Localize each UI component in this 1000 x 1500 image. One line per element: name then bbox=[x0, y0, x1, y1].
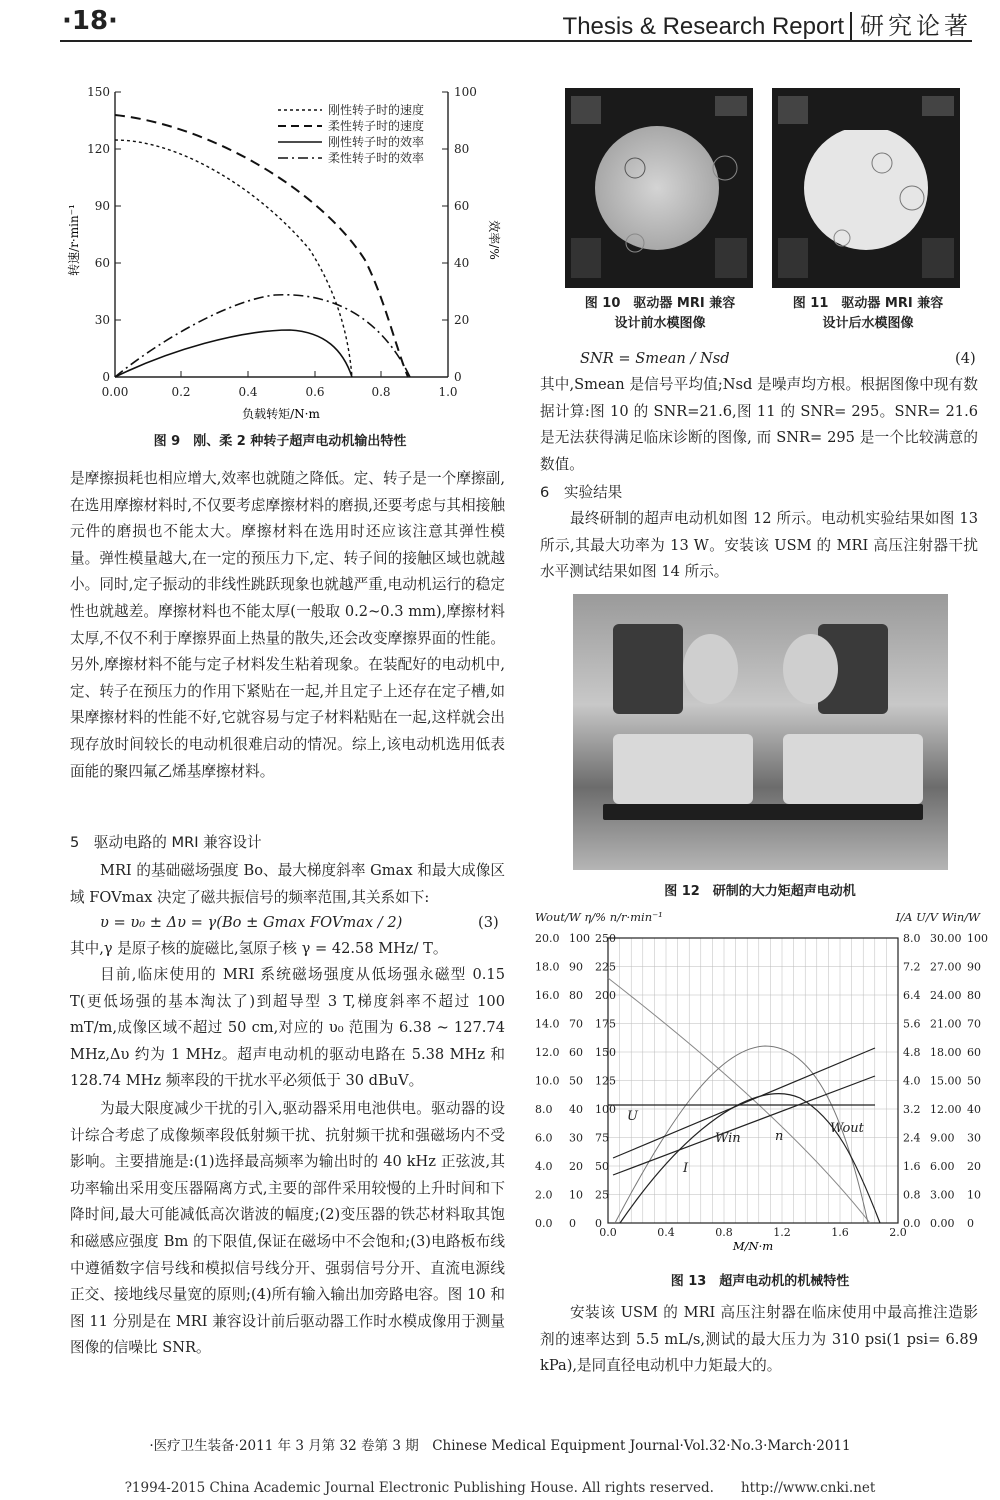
fig13-right-tick: 3.00 bbox=[930, 1188, 955, 1202]
fig9-xlabel: 负载转矩/N·m bbox=[242, 407, 320, 421]
fig13-right-tick: 12.00 bbox=[930, 1103, 962, 1116]
section-5-heading: 5 驱动电路的 MRI 兼容设计 bbox=[70, 834, 262, 851]
fig13-x-tick: 1.6 bbox=[831, 1226, 849, 1239]
fig10-mri-image bbox=[565, 88, 753, 288]
fig13-right-tick: 18.00 bbox=[930, 1046, 962, 1059]
fig13-left-tick: 0 bbox=[595, 1217, 602, 1230]
motor-left-body bbox=[613, 734, 753, 804]
fig12-motor-photo bbox=[573, 594, 948, 870]
fig9-legend-item: 柔性转子时的效率 bbox=[328, 151, 425, 165]
motor-right-label bbox=[783, 634, 838, 704]
fig13-right-tick: 90 bbox=[967, 960, 981, 974]
fig13-curve-wout bbox=[620, 1094, 880, 1223]
fig11-caption bbox=[768, 294, 968, 334]
fig13-caption: 图 13 超声电动机的机械特性 bbox=[670, 1274, 850, 1289]
fig13-right-tick: 3.2 bbox=[903, 1103, 921, 1116]
fig13-right-tick: 1.6 bbox=[903, 1160, 921, 1173]
fig13-right-tick: 80 bbox=[967, 989, 981, 1002]
fig13-left-tick: 0 bbox=[569, 1217, 576, 1230]
fig13-left-tick: 70 bbox=[569, 1017, 583, 1031]
fig13-x-tick: 0.8 bbox=[715, 1226, 733, 1239]
fig13-left-tick: 200 bbox=[595, 989, 616, 1002]
fig13-left-tick: 25 bbox=[595, 1188, 609, 1202]
fig13-chart-container bbox=[535, 910, 988, 1260]
fig13-left-tick: 6.0 bbox=[535, 1131, 553, 1145]
fig13-right-tick: 0 bbox=[967, 1217, 974, 1230]
fig13-right-tick: 8.0 bbox=[903, 932, 921, 945]
fig13-right-tick: 9.00 bbox=[930, 1131, 955, 1145]
fig13-left-tick: 20.0 bbox=[535, 932, 560, 945]
fig13-chart bbox=[535, 928, 988, 1258]
fig13-x-tick: 0.4 bbox=[657, 1226, 675, 1239]
fig13-left-tick: 30 bbox=[569, 1131, 583, 1145]
fig9-x-tick: 0.4 bbox=[238, 385, 258, 399]
fig13-left-tick: 225 bbox=[595, 960, 616, 974]
mounting-plate bbox=[603, 804, 923, 820]
fig11-caption-line2: 设计后水模图像 bbox=[822, 316, 914, 331]
fig13-right-tick: 30.00 bbox=[930, 932, 962, 945]
fig13-left-tick: 16.0 bbox=[535, 989, 560, 1002]
fig9-chart bbox=[60, 80, 500, 425]
fig13-left-tick: 14.0 bbox=[535, 1017, 560, 1031]
fig9-yright-tick: 100 bbox=[454, 85, 477, 99]
right-para-3: 安装该 USM 的 MRI 高压注射器在临床使用中最高推注造影剂的速率达到 5.5 mL/s,测试的最大压力为 310 psi(1 psi= 6.89 kPa),是同直径电动机中力矩最大的。 bbox=[540, 1304, 978, 1375]
journal-footer: ·医疗卫生装备·2011 年 3 月第 32 卷第 3 期 Chinese Medical Equipment Journal·Vol.32·No.3·March·2011 bbox=[149, 1438, 851, 1454]
fig13-right-tick: 5.6 bbox=[903, 1017, 921, 1031]
journal-header bbox=[563, 6, 972, 41]
fig13-left-header: Wout/W η/% n/r·min⁻¹ bbox=[535, 910, 663, 924]
fig13-label-wout: Wout bbox=[830, 1121, 864, 1136]
fig13-left-tick: 60 bbox=[569, 1046, 583, 1059]
fig9-x-tick: 1.0 bbox=[438, 385, 458, 399]
fig13-x-tick: 1.2 bbox=[773, 1226, 791, 1239]
fig9-legend-item: 柔性转子时的速度 bbox=[328, 119, 425, 133]
fig10-caption bbox=[560, 294, 760, 334]
left-para-1: 是摩擦损耗也相应增大,效率也就随之降低。定、转子是一个摩擦副,在选用摩擦材料时,不仅要考虑摩擦材料的磨损,还要考虑与其相接触元件的磨损也不能太大。摩擦材料在选用时还应该注意其弹性模量。弹性模量越大,在一定的预压力下,定、转子间的接触区域也就越小。同时,定子振动的非线性跳跃现象也就越严重,电动机运行的稳定性也就越差。摩擦材料也不能太厚(一般取 0.2~0.3 mm),摩擦材料太厚,不仅不利于摩擦界面上热量的散失,还会改变摩擦界面的性能。另外,摩擦材料不能与定子材料发生粘着现象。在装配好的电动机中,定、转子在预压力的作用下紧贴在一起,并且定子上还存在定子槽,如果摩擦材料的性能不好,它就容易与定子材料粘贴在一起,这样就会出现存放时间较长的电动机很难启动的情况。综上,该电动机选用低表面能的聚四氟乙烯基摩擦材料。 bbox=[70, 470, 505, 780]
fig9-flexible-efficiency-curve bbox=[115, 295, 410, 377]
fig9-yleft-tick: 90 bbox=[94, 199, 110, 213]
fig13-left-tick: 100 bbox=[569, 932, 590, 945]
fig9-x-tick: 0.00 bbox=[101, 385, 129, 399]
fig13-left-tick: 90 bbox=[569, 960, 583, 974]
motor-right-body bbox=[783, 734, 923, 804]
fig13-label-i: I bbox=[683, 1161, 689, 1176]
header-rule bbox=[60, 40, 972, 42]
left-para-3: 其中,γ 是原子核的旋磁比,氢原子核 γ = 42.58 MHz/ T。 bbox=[70, 940, 448, 957]
fig13-left-tick: 250 bbox=[595, 932, 616, 945]
fig13-left-tick: 50 bbox=[595, 1160, 609, 1173]
fig13-left-tick: 50 bbox=[569, 1074, 583, 1088]
fig13-right-tick: 30 bbox=[967, 1131, 981, 1145]
copyright-line: ?1994-2015 China Academic Journal Electronic Publishing House. All rights reserved. http://www.cnki.net bbox=[124, 1480, 876, 1496]
fig10-caption-line2: 设计前水模图像 bbox=[614, 316, 706, 331]
fig9-yleft-tick: 0 bbox=[102, 370, 110, 384]
fig13-right-tick: 10 bbox=[967, 1188, 981, 1202]
fig9-x-tick: 0.6 bbox=[305, 385, 325, 399]
fig13-right-tick: 6.00 bbox=[930, 1160, 955, 1173]
fig13-left-tick: 80 bbox=[569, 989, 583, 1002]
fig13-right-tick: 6.4 bbox=[903, 989, 921, 1002]
fig13-curve-win bbox=[613, 1048, 875, 1158]
fig13-left-tick: 75 bbox=[595, 1131, 609, 1145]
fig9-yright-tick: 20 bbox=[454, 313, 470, 327]
fig13-left-tick: 12.0 bbox=[535, 1046, 560, 1059]
fig13-x-tick: 0.0 bbox=[599, 1226, 617, 1239]
fig9-yright-tick: 40 bbox=[454, 256, 470, 270]
fig9-yright-tick: 80 bbox=[454, 142, 470, 156]
fig13-x-tick: 2.0 bbox=[889, 1226, 907, 1239]
fig9-ylabel-left: 转速/r·min⁻¹ bbox=[67, 204, 81, 276]
fig13-right-tick: 0.0 bbox=[903, 1217, 921, 1230]
section-6-heading: 6 实验结果 bbox=[540, 484, 623, 501]
fig13-right-tick: 2.4 bbox=[903, 1131, 921, 1145]
fig13-left-tick: 8.0 bbox=[535, 1103, 553, 1116]
fig9-yright-tick: 0 bbox=[454, 370, 462, 384]
fig13-left-tick: 2.0 bbox=[535, 1188, 553, 1202]
fig13-right-tick: 0.8 bbox=[903, 1188, 921, 1202]
fig13-right-tick: 60 bbox=[967, 1046, 981, 1059]
fig13-left-tick: 175 bbox=[595, 1017, 616, 1031]
fig13-left-tick: 150 bbox=[595, 1046, 616, 1059]
journal-name-cn: 研究论著 bbox=[850, 12, 972, 40]
equation-3-number: (3) bbox=[478, 914, 499, 931]
fig13-left-tick: 10 bbox=[569, 1188, 583, 1202]
fig13-right-tick: 4.0 bbox=[903, 1074, 921, 1088]
fig13-right-tick: 15.00 bbox=[930, 1074, 962, 1088]
equation-3: υ = υ₀ ± Δυ = γ(Bo ± Gmax FOVmax / 2) bbox=[100, 914, 403, 931]
fig9-yleft-tick: 150 bbox=[87, 85, 110, 99]
fig13-label-u: U bbox=[627, 1109, 638, 1124]
fig9-rigid-speed-curve bbox=[115, 140, 352, 377]
fig9-yleft-tick: 60 bbox=[94, 256, 110, 270]
fig13-right-tick: 50 bbox=[967, 1074, 981, 1088]
fig11-phantom-drawing bbox=[772, 88, 960, 288]
fig13-right-tick: 24.00 bbox=[930, 989, 962, 1002]
left-para-5: 为最大限度减少干扰的引入,驱动器采用电池供电。驱动器的设计综合考虑了成像频率段低射频干扰、抗射频干扰和强磁场内不受影响。主要措施是:(1)选择最高频率为输出时的 40 kHz 正弦波,其功率输出采用变压器隔离方式,主要的部件采用较慢的上升时间和下降时间,最大可能减低高次谐波的幅度;(2)变压器的铁芯材料取其饱和磁感应强度 Bm 的下限值,保证在磁场中不会饱和;(3)电路板布线中遵循数字信号线和模拟信号线分开、强弱信号分开、直流电源线正交、接地线尽量宽的原则;(4)所有输入输出加旁路电容。图 10 和图 11 分别是在 MRI 兼容设计前后驱动器工作时水模成像用于测量图像的信噪比 SNR。 bbox=[70, 1100, 505, 1357]
right-para-2: 最终研制的超声电动机如图 12 所示。电动机实验结果如图 13 所示,其最大功率为 13 W。安装该 USM 的 MRI 高压注射器干扰水平测试结果如图 14 所示。 bbox=[540, 510, 978, 581]
fig13-label-n: n bbox=[775, 1129, 784, 1144]
motor-left-label bbox=[683, 634, 738, 704]
fig12-caption: 图 12 研制的大力矩超声电动机 bbox=[664, 884, 856, 899]
equation-4: SNR = Smean / Nsd bbox=[580, 350, 730, 367]
fig13-right-tick: 0.00 bbox=[930, 1217, 955, 1230]
motor-left-housing bbox=[613, 624, 683, 714]
fig13-left-tick: 40 bbox=[569, 1103, 583, 1116]
page-number: ·18· bbox=[62, 6, 118, 36]
fig13-right-tick: 40 bbox=[967, 1103, 981, 1116]
left-para-2: MRI 的基础磁场强度 Bo、最大梯度斜率 Gmax 和最大成像区域 FOVmax 决定了磁共振信号的频率范围,其关系如下: bbox=[70, 862, 505, 906]
fig9-legend-item: 刚性转子时的效率 bbox=[328, 135, 425, 149]
fig9-x-tick: 0.2 bbox=[171, 385, 191, 399]
fig11-mri-image bbox=[772, 88, 960, 288]
fig13-left-tick: 125 bbox=[595, 1074, 616, 1088]
fig13-left-tick: 18.0 bbox=[535, 960, 560, 974]
fig13-right-tick: 20 bbox=[967, 1160, 981, 1173]
equation-4-number: (4) bbox=[955, 350, 976, 367]
fig13-right-tick: 4.8 bbox=[903, 1046, 921, 1059]
fig11-caption-line1: 图 11 驱动器 MRI 兼容 bbox=[792, 296, 944, 311]
fig13-left-tick: 4.0 bbox=[535, 1160, 553, 1173]
fig10-phantom-drawing bbox=[565, 88, 753, 288]
fig13-right-tick: 7.2 bbox=[903, 960, 921, 974]
fig13-left-tick: 10.0 bbox=[535, 1074, 560, 1088]
fig13-right-tick: 70 bbox=[967, 1017, 981, 1031]
fig13-label-win: Win bbox=[715, 1131, 741, 1146]
fig9-yleft-tick: 120 bbox=[87, 142, 110, 156]
fig13-left-tick: 0.0 bbox=[535, 1217, 553, 1230]
fig9-x-tick: 0.8 bbox=[371, 385, 391, 399]
journal-name-en: Thesis & Research Report bbox=[562, 13, 844, 40]
fig9-yleft-tick: 30 bbox=[94, 313, 110, 327]
fig13-left-tick: 20 bbox=[569, 1160, 583, 1173]
fig13-right-header: I/A U/V Win/W bbox=[895, 910, 980, 924]
fig9-ylabel-right: 效率/% bbox=[487, 220, 501, 260]
fig9-caption: 图 9 刚、柔 2 种转子超声电动机输出特性 bbox=[153, 434, 407, 449]
fig13-right-tick: 100 bbox=[967, 932, 988, 945]
fig13-right-tick: 21.00 bbox=[930, 1017, 962, 1031]
right-para-1: 其中,Smean 是信号平均值;Nsd 是噪声均方根。根据图像中现有数据计算:图 10 的 SNR=21.6,图 11 的 SNR= 295。SNR= 21.6 是无法获得满足临床诊断的图像, 而 SNR= 295 是一个比较满意的数值。 bbox=[540, 376, 978, 473]
fig9-rigid-efficiency-curve bbox=[115, 330, 352, 377]
fig10-caption-line1: 图 10 驱动器 MRI 兼容 bbox=[584, 296, 736, 311]
fig9-yright-tick: 60 bbox=[454, 199, 470, 213]
fig13-right-tick: 27.00 bbox=[930, 960, 962, 974]
fig13-left-tick: 100 bbox=[595, 1103, 616, 1116]
fig13-xlabel: M/N·m bbox=[732, 1239, 774, 1253]
left-para-4: 目前,临床使用的 MRI 系统磁场强度从低场强永磁型 0.15 T(更低场强的基本淘汰了)到超导型 3 T,梯度斜率不超过 100 mT/m,成像区域不超过 50 cm,对应的 υ₀ 范围为 6.38 ~ 127.74 MHz,Δυ 约为 1 MHz。超声电动机的驱动电路在 5.38 MHz 和 128.74 MHz 频率段的干扰水平必须低于 30 dBuV。 bbox=[70, 966, 505, 1090]
fig9-legend-item: 刚性转子时的速度 bbox=[328, 103, 425, 117]
